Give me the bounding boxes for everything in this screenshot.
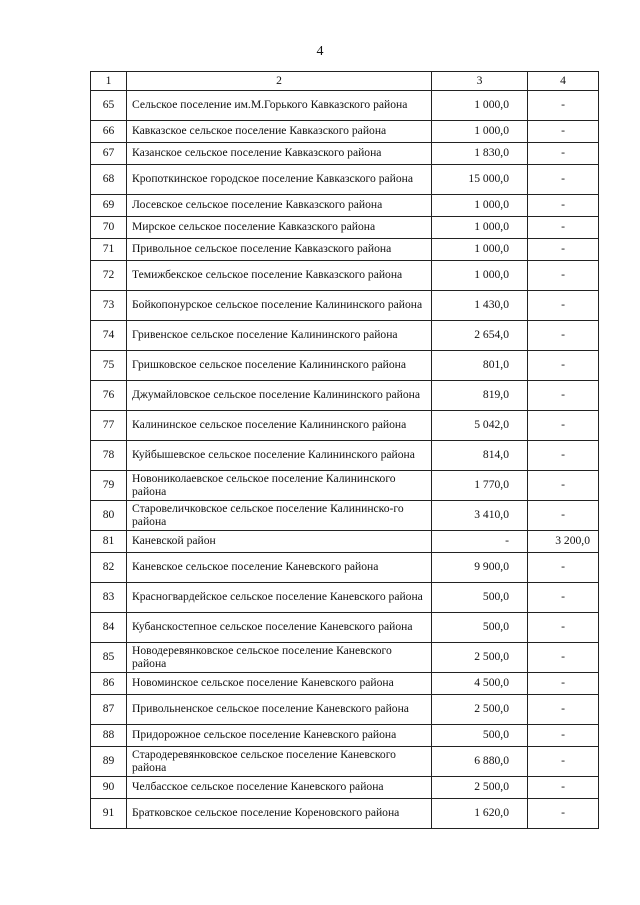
amount-col3: 1 000,0 <box>432 195 528 217</box>
settlement-name: Стародеревянковское сельское поселение Каневского района <box>127 747 432 777</box>
settlement-name: Калининское сельское поселение Калининского района <box>127 411 432 441</box>
row-number: 68 <box>91 165 127 195</box>
settlement-name: Придорожное сельское поселение Каневского района <box>127 725 432 747</box>
amount-col3: 5 042,0 <box>432 411 528 441</box>
amount-col3: 15 000,0 <box>432 165 528 195</box>
column-header: 2 <box>127 72 432 91</box>
settlement-name: Казанское сельское поселение Кавказского района <box>127 143 432 165</box>
table-row <box>91 351 599 381</box>
amount-col4: - <box>528 121 599 143</box>
settlement-name: Красногвардейское сельское поселение Каневского района <box>127 583 432 613</box>
row-number: 67 <box>91 143 127 165</box>
row-number: 73 <box>91 291 127 321</box>
header-row <box>91 72 599 91</box>
table-row <box>91 725 599 747</box>
amount-col4: - <box>528 239 599 261</box>
settlement-name: Привольное сельское поселение Кавказского района <box>127 239 432 261</box>
row-number: 77 <box>91 411 127 441</box>
amount-col4: - <box>528 321 599 351</box>
settlement-name: Привольненское сельское поселение Каневского района <box>127 695 432 725</box>
amount-col3: 4 500,0 <box>432 673 528 695</box>
amount-col3: 801,0 <box>432 351 528 381</box>
row-number: 86 <box>91 673 127 695</box>
table-row <box>91 673 599 695</box>
amount-col4: - <box>528 143 599 165</box>
amount-col4: - <box>528 351 599 381</box>
table-row <box>91 777 599 799</box>
amount-col4: - <box>528 747 599 777</box>
amount-col3: 1 000,0 <box>432 239 528 261</box>
table-row <box>91 165 599 195</box>
row-number: 76 <box>91 381 127 411</box>
amount-col3: 2 500,0 <box>432 777 528 799</box>
amount-col3: - <box>432 531 528 553</box>
amount-col4: - <box>528 673 599 695</box>
amount-col3: 1 000,0 <box>432 91 528 121</box>
allocation-table <box>90 71 599 829</box>
amount-col3: 2 500,0 <box>432 695 528 725</box>
row-number: 80 <box>91 501 127 531</box>
amount-col4: - <box>528 643 599 673</box>
table-row <box>91 441 599 471</box>
amount-col4: - <box>528 291 599 321</box>
row-number: 75 <box>91 351 127 381</box>
row-number: 72 <box>91 261 127 291</box>
row-number: 83 <box>91 583 127 613</box>
row-number: 79 <box>91 471 127 501</box>
page-number: 4 <box>316 44 324 59</box>
settlement-name: Кавказское сельское поселение Кавказского района <box>127 121 432 143</box>
settlement-name: Новодеревянковское сельское поселение Каневского района <box>127 643 432 673</box>
table-row <box>91 799 599 829</box>
settlement-name: Новониколаевское сельское поселение Калининского района <box>127 471 432 501</box>
table-row <box>91 217 599 239</box>
row-number: 85 <box>91 643 127 673</box>
table-row <box>91 643 599 673</box>
settlement-name: Новоминское сельское поселение Каневского района <box>127 673 432 695</box>
amount-col3: 1 000,0 <box>432 261 528 291</box>
amount-col4: - <box>528 725 599 747</box>
settlement-name: Кропоткинское городское поселение Кавказского района <box>127 165 432 195</box>
amount-col4: - <box>528 471 599 501</box>
settlement-name: Кубанскостепное сельское поселение Каневского района <box>127 613 432 643</box>
settlement-name: Мирское сельское поселение Кавказского района <box>127 217 432 239</box>
row-number: 82 <box>91 553 127 583</box>
settlement-name: Старовеличковское сельское поселение Калининско-го района <box>127 501 432 531</box>
settlement-name: Братковское сельское поселение Кореновского района <box>127 799 432 829</box>
amount-col4: - <box>528 217 599 239</box>
table-row <box>91 381 599 411</box>
table-row <box>91 195 599 217</box>
table-row <box>91 583 599 613</box>
amount-col3: 500,0 <box>432 613 528 643</box>
amount-col4: - <box>528 165 599 195</box>
table-row <box>91 411 599 441</box>
row-number: 87 <box>91 695 127 725</box>
amount-col4: - <box>528 195 599 217</box>
row-number: 74 <box>91 321 127 351</box>
amount-col3: 500,0 <box>432 583 528 613</box>
amount-col3: 814,0 <box>432 441 528 471</box>
settlement-name: Сельское поселение им.М.Горького Кавказского района <box>127 91 432 121</box>
row-number: 89 <box>91 747 127 777</box>
row-number: 69 <box>91 195 127 217</box>
settlement-name: Джумайловское сельское поселение Калининского района <box>127 381 432 411</box>
amount-col3: 500,0 <box>432 725 528 747</box>
amount-col3: 6 880,0 <box>432 747 528 777</box>
amount-col4: - <box>528 613 599 643</box>
table-row <box>91 553 599 583</box>
amount-col3: 1 430,0 <box>432 291 528 321</box>
amount-col3: 819,0 <box>432 381 528 411</box>
row-number: 81 <box>91 531 127 553</box>
settlement-name: Темижбекское сельское поселение Кавказского района <box>127 261 432 291</box>
table-row <box>91 261 599 291</box>
amount-col4: - <box>528 695 599 725</box>
column-header: 3 <box>432 72 528 91</box>
column-header: 1 <box>91 72 127 91</box>
amount-col3: 1 620,0 <box>432 799 528 829</box>
table-row <box>91 321 599 351</box>
settlement-name: Бойкопонурское сельское поселение Калининского района <box>127 291 432 321</box>
settlement-name: Гришковское сельское поселение Калининского района <box>127 351 432 381</box>
row-number: 88 <box>91 725 127 747</box>
table-row <box>91 613 599 643</box>
row-number: 84 <box>91 613 127 643</box>
table-row <box>91 695 599 725</box>
table-row <box>91 501 599 531</box>
amount-col4: - <box>528 583 599 613</box>
row-number: 78 <box>91 441 127 471</box>
settlement-name: Каневское сельское поселение Каневского района <box>127 553 432 583</box>
amount-col3: 1 000,0 <box>432 121 528 143</box>
amount-col4: - <box>528 501 599 531</box>
table-row <box>91 747 599 777</box>
amount-col4: - <box>528 799 599 829</box>
settlement-name: Челбасское сельское поселение Каневского района <box>127 777 432 799</box>
settlement-name: Гривенское сельское поселение Калининского района <box>127 321 432 351</box>
amount-col4: - <box>528 411 599 441</box>
amount-col4: - <box>528 553 599 583</box>
table-row <box>91 143 599 165</box>
table-row <box>91 121 599 143</box>
table-row <box>91 291 599 321</box>
amount-col3: 1 000,0 <box>432 217 528 239</box>
table-row <box>91 239 599 261</box>
settlement-name: Каневской район <box>127 531 432 553</box>
settlement-name: Лосевское сельское поселение Кавказского района <box>127 195 432 217</box>
amount-col3: 1 830,0 <box>432 143 528 165</box>
row-number: 90 <box>91 777 127 799</box>
amount-col4: - <box>528 381 599 411</box>
table-row <box>91 91 599 121</box>
row-number: 66 <box>91 121 127 143</box>
amount-col4: 3 200,0 <box>528 531 599 553</box>
amount-col3: 2 654,0 <box>432 321 528 351</box>
amount-col3: 2 500,0 <box>432 643 528 673</box>
table-row <box>91 471 599 501</box>
table-row <box>91 531 599 553</box>
amount-col4: - <box>528 777 599 799</box>
amount-col3: 3 410,0 <box>432 501 528 531</box>
row-number: 65 <box>91 91 127 121</box>
amount-col3: 9 900,0 <box>432 553 528 583</box>
column-header: 4 <box>528 72 599 91</box>
amount-col3: 1 770,0 <box>432 471 528 501</box>
row-number: 70 <box>91 217 127 239</box>
amount-col4: - <box>528 441 599 471</box>
row-number: 71 <box>91 239 127 261</box>
row-number: 91 <box>91 799 127 829</box>
amount-col4: - <box>528 91 599 121</box>
amount-col4: - <box>528 261 599 291</box>
settlement-name: Куйбышевское сельское поселение Калининского района <box>127 441 432 471</box>
